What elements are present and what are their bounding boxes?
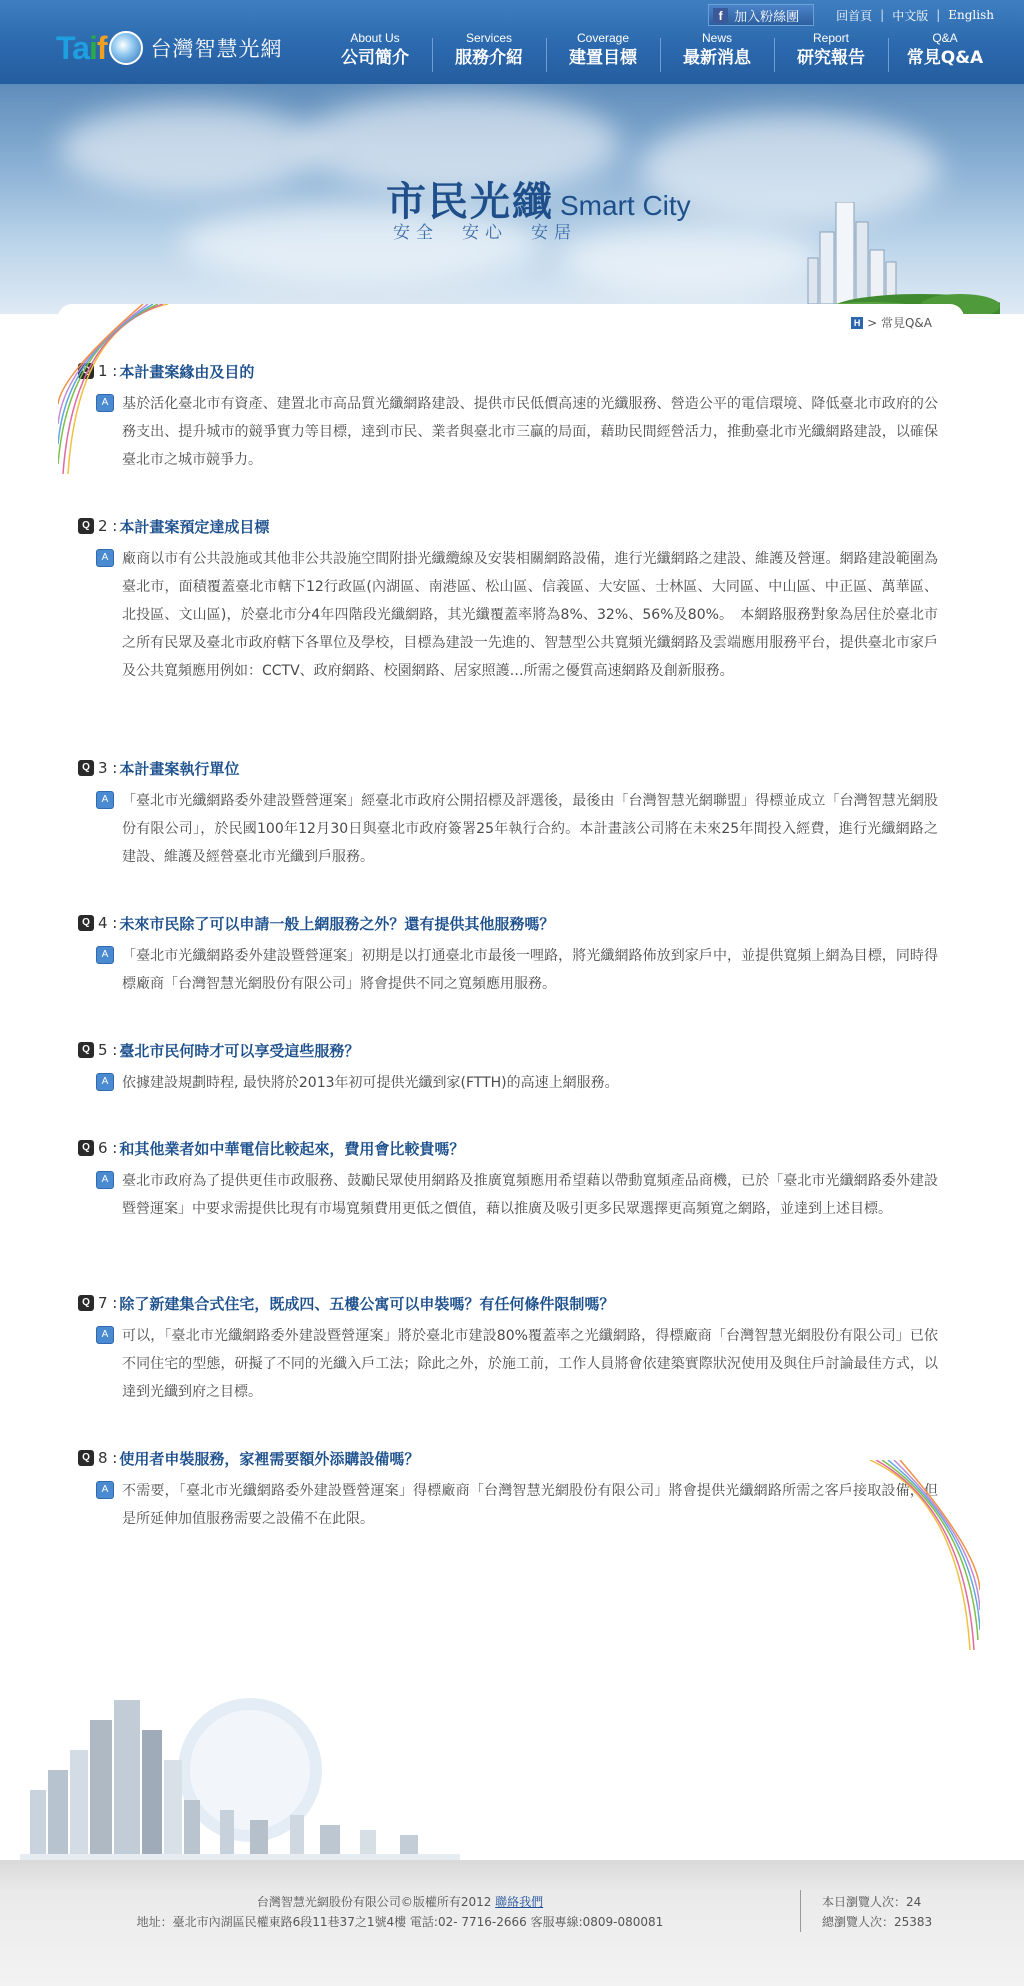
question-text: 本計畫案預定達成目標 [119,517,270,536]
breadcrumb-current: > 常見Q&A [867,316,932,330]
logo-globe-icon [109,31,143,65]
nav-news-en: News [701,31,732,45]
qa-item [78,515,938,685]
answer-text: 可以，「臺北市光纖網路委外建設暨營運案」將於臺北市建設80%覆蓋率之光纖網路，得標廠商「台灣智慧光網股份有限公司」已依不同住宅的型態，研擬了不同的光纖入戶工法；除此之外，於施工前，工作人員將會依建築實際狀況使用及與住戶討論最佳方式，以達到光纖到府之目標。 [122,1328,938,1400]
site-logo[interactable] [56,28,283,68]
nav-services-zh: 服務介紹 [455,48,523,68]
contact-us-link[interactable]: 聯絡我們 [495,1895,544,1909]
qa-item [78,360,938,474]
main-content [58,304,964,1724]
banner-title-en: Smart City [560,190,691,221]
footer-divider [800,1890,801,1932]
answer-icon: A [96,549,114,567]
footer-copyright-line [0,1892,800,1912]
nav-coverage[interactable] [546,30,660,76]
nav-qa-zh: 常見Q&A [906,48,984,68]
question-text: 未來市民除了可以申請一般上網服務之外？還有提供其他服務嗎？ [119,914,555,933]
question-number: 7 : [98,1294,118,1312]
question-number: 4 : [98,914,118,932]
qa-item [78,1039,938,1097]
answer-icon: A [96,394,114,412]
nav-news[interactable] [660,30,774,76]
nav-qa-en: Q&A [932,31,958,45]
home-icon[interactable]: H [851,317,863,329]
question-icon: Q [78,1450,94,1466]
answer-text: 不需要，「臺北市光纖網路委外建設暨營運案」得標廠商「台灣智慧光網股份有限公司」將會提供光纖網路所需之客戶接取設備，但是所延伸加值服務需要之設備不在此限。 [122,1483,938,1527]
main-nav [318,30,1002,76]
question-icon: Q [78,363,94,379]
answer-icon: A [96,1073,114,1091]
nav-report-en: Report [812,31,850,45]
answer-icon: A [96,946,114,964]
site-header [0,0,1024,84]
question-number: 1 : [98,362,118,380]
answer [78,1477,938,1533]
qa-item [78,1447,938,1533]
answer-icon: A [96,791,114,809]
answer-text: 「臺北市光纖網路委外建設暨營運案」經臺北市政府公開招標及評選後，最後由「台灣智慧光網聯盟」得標並成立「台灣智慧光網股份有限公司」，於民國100年12月30日與臺北市政府簽署25年執行合約。本計畫該公司將在未來25年間投入經費，進行光纖網路之建設、維護及經營臺北市光纖到戶服務。 [122,793,938,865]
answer-icon: A [96,1171,114,1189]
nav-news-zh: 最新消息 [683,48,751,68]
qa-item [78,1292,938,1406]
facebook-button-label: 加入粉絲團 [734,9,800,25]
answer [78,545,938,685]
question [78,515,938,537]
question-icon: Q [78,1042,94,1058]
today-visitors: 本日瀏覽人次：24 [822,1895,922,1909]
answer-text: 臺北市政府為了提供更佳市政服務、鼓勵民眾使用網路及推廣寬頻應用希望藉以帶動寬頻產品商機，已於「臺北市光纖網路委外建設暨營運案」中要求需提供比現有市場寬頻費用更低之價值，藉以推廣及吸引更多民眾選擇更高頻寬之網路，並達到上述目標。 [122,1173,938,1217]
question-number: 8 : [98,1449,118,1467]
question [78,1039,938,1061]
question-number: 2 : [98,517,118,535]
answer-text: 廠商以市有公共設施或其他非公共設施空間附掛光纖纜線及安裝相關網路設備，進行光纖網路之建設、維護及營運。網路建設範圍為臺北市，面積覆蓋臺北市轄下12行政區(內湖區、南港區、松山區、信義區、大安區、士林區、大同區、中山區、中正區、萬華區、北投區、文山區)，於臺北市分4年四階段光纖網路，其光纖覆蓋率將為8%、32%、56%及80%。 本網路服務對象為居住於臺北市之所有民眾及臺北市政府轄下各單位及學校，目標為建設一先進的、智慧型公共寬頻光纖網路及雲端應用服務平台，提供臺北市家戶及公共寬頻應用例如：CCTV、政府網路、校園網路、居家照護…所需之優質高速網路及創新服務。 [122,551,938,679]
answer-text: 基於活化臺北市有資產、建置北市高品質光纖網路建設、提供市民低價高速的光纖服務、營造公平的電信環境、降低臺北市政府的公務支出、提升城市的競爭實力等目標，達到市民、業者與臺北市三贏的局面，藉助民間經營活力，推動臺北市光纖網路建設，以確保臺北市之城市競爭力。 [122,396,938,468]
footer-info [0,1892,800,1932]
question-text: 本計畫案緣由及目的 [119,362,255,381]
question-icon: Q [78,1295,94,1311]
qa-item [78,912,938,998]
nav-services-en: Services [465,31,512,45]
question-text: 和其他業者如中華電信比較起來，費用會比較貴嗎？ [119,1139,465,1158]
total-visitors: 總瀏覽人次：25383 [822,1915,933,1929]
footer-address: 地址：臺北市內湖區民權東路6段11巷37之1號4樓 電話:02- 7716-2666 客服專線:0809-080081 [136,1915,664,1929]
city-skyline-illustration [720,202,1000,314]
facebook-fan-button[interactable] [708,4,814,26]
site-footer [0,1860,1024,1986]
nav-about[interactable] [318,30,432,76]
question [78,360,938,382]
answer-icon: A [96,1326,114,1344]
answer-icon: A [96,1481,114,1499]
chinese-version-link[interactable]: 中文版 [892,8,929,23]
answer [78,787,938,871]
banner-title-zh: 市民光纖 [386,178,554,225]
nav-report-zh: 研究報告 [797,48,865,68]
question [78,757,938,779]
company-name: 台灣智慧光網 [150,37,283,61]
nav-coverage-en: Coverage [576,31,630,45]
answer [78,1322,938,1406]
question-text: 使用者申裝服務，家裡需要額外添購設備嗎？ [119,1449,420,1468]
question-text: 除了新建集合式住宅，既成四、五樓公寓可以申裝嗎？有任何條件限制嗎？ [119,1294,615,1313]
question-icon: Q [78,1140,94,1156]
visitor-stats [822,1892,932,1932]
qa-item [78,1137,938,1223]
nav-coverage-zh: 建置目標 [569,48,637,68]
question [78,1137,938,1159]
copyright-text: 台灣智慧光網股份有限公司©版權所有2012 [256,1895,496,1909]
logo-wordmark: Taif [56,29,107,66]
nav-report[interactable] [774,30,888,76]
nav-about-en: About Us [350,31,400,45]
top-utility-bar [708,4,1002,26]
nav-about-zh: 公司簡介 [341,48,409,68]
question-icon: Q [78,518,94,534]
answer-text: 「臺北市光纖網路委外建設暨營運案」初期是以打通臺北市最後一哩路，將光纖網路佈放到家戶中，並提供寬頻上網為目標，同時得標廠商「台灣智慧光網股份有限公司」將會提供不同之寬頻應用服務。 [122,948,938,992]
separator: | [880,8,885,22]
question-text: 臺北市民何時才可以享受這些服務？ [119,1041,360,1060]
answer [78,1167,938,1223]
facebook-icon: f [713,8,728,23]
separator: | [936,8,941,22]
nav-qa[interactable] [888,30,1002,76]
question-icon: Q [78,760,94,776]
english-link[interactable]: English [948,8,994,22]
nav-services[interactable] [432,30,546,76]
question-number: 5 : [98,1041,118,1059]
qa-item [78,757,938,871]
breadcrumb [851,314,932,331]
question-number: 3 : [98,759,118,777]
question-text: 本計畫案執行單位 [119,759,240,778]
answer-text: 依據建設規劃時程, 最快將於2013年初可提供光纖到家(FTTH)的高速上網服務。 [122,1075,619,1091]
question-number: 6 : [98,1139,118,1157]
cloud-decoration [60,104,320,194]
hero-banner [0,84,1024,314]
answer [78,390,938,474]
home-link[interactable]: 回首頁 [836,8,873,23]
question [78,1447,938,1469]
answer [78,942,938,998]
question-icon: Q [78,915,94,931]
answer [78,1069,938,1097]
bottom-skyline-illustration [20,1690,460,1860]
question [78,1292,938,1314]
banner-subtitle: 安全 安心 安居 [393,223,577,243]
question [78,912,938,934]
